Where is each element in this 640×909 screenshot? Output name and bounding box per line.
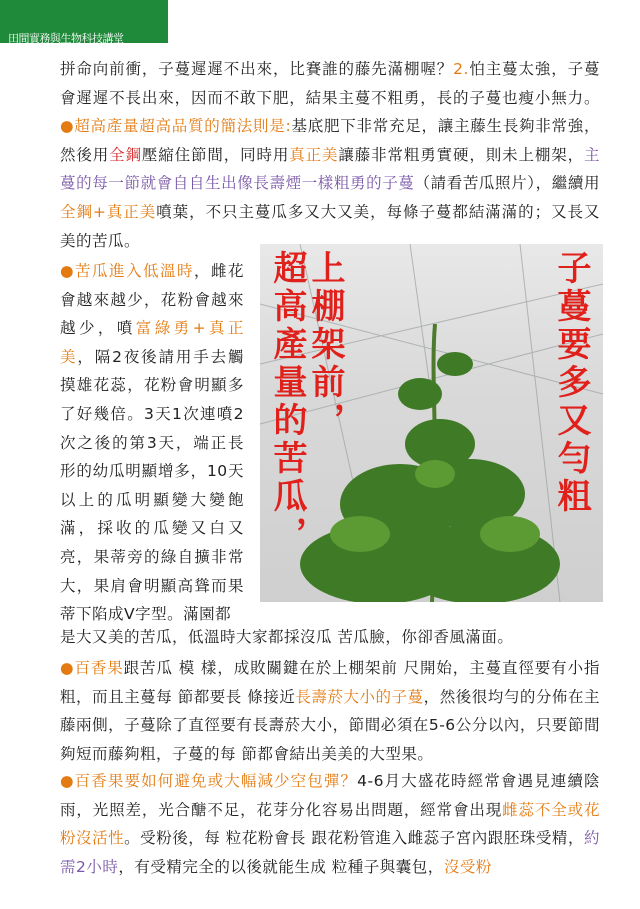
highlight-text: 百香果要如何避免或大幅減少空包彈？ (74, 772, 358, 790)
bullet-icon: ● (60, 659, 75, 677)
photo-caption-2: 上棚架前， (305, 250, 345, 440)
paragraph-2-continued (60, 623, 600, 652)
photo-caption-3: 超高產量的苦瓜， (267, 250, 307, 554)
highlight-text: 富綠勇+真正美 (60, 319, 244, 366)
highlight-text: 超高產量超高品質的簡法則是: (74, 117, 292, 136)
highlight-text: 百香果 (74, 659, 124, 677)
text-run: 。受粉後，每 粒花粉會長 跟花粉管進入雌蕊子宮內跟胚珠受精， (124, 829, 584, 848)
text-run: ，然後很均勻的分佈在主藤兩側，子蔓除了直徑要有長壽菸大小，節間必須在5-6公分以內，只要節間夠短而藤夠粗，子蔓的每 節都會結出美美的大型果。 (60, 687, 600, 763)
bitter-melon-photo (260, 244, 603, 602)
paragraph-3 (60, 654, 600, 768)
highlight-text: 約需2小時 (60, 829, 600, 876)
paragraph-4 (60, 767, 600, 881)
text-run: ，有受精完全的以後就能生成 粒種子與囊包， (118, 857, 444, 876)
text-run: 讓藤非常粗勇實硬，則未上棚架， (338, 145, 584, 164)
bullet-icon: ● (60, 117, 75, 136)
text-run: 是大又美的苦瓜，低溫時大家都採沒瓜 苦瓜臉，你卻香風滿面。 (60, 628, 514, 646)
text-run: 拼命向前衝，子蔓遲遲不出來，比賽誰的藤先滿棚喔？ (60, 60, 454, 78)
text-run: 4-6月大盛花時經常會遇見連續陰雨，光照差，光合醣不足，花芽分化容易出問題，經常會出現 (60, 772, 600, 819)
highlight-text: 真正美 (289, 145, 339, 164)
header-bar (0, 0, 168, 43)
text-run: ，雌花會越來越少，花粉會越來越少，噴 (60, 262, 244, 338)
text-run: 壓縮住節間，同時用 (141, 145, 290, 164)
text-run: 基底肥下非常充足，讓主藤生長夠非常強，然後用 (60, 117, 600, 164)
text-run: （請看苦瓜照片），繼續用 (414, 174, 600, 193)
bullet-icon: ● (60, 772, 75, 790)
highlight-text: 長壽菸大小的子蔓 (295, 687, 424, 706)
header-title: 田間實務與生物科技講堂 (8, 32, 124, 45)
text-run: ，隔2夜後請用手去觸摸雄花蕊，花粉會明顯多了好幾倍。3天1次連噴2次之後的第3天，端正長形的幼瓜明顯增多，10天以上的瓜明顯變大變飽滿，採收的瓜變又白又亮，果蒂旁的綠自擴非常大，果肩會明顯高聳而果蒂下陷成V字型。滿園都 (60, 347, 244, 624)
highlight-text: 沒受粉 (443, 857, 492, 876)
text-run: 2. (453, 60, 469, 78)
text-run: 跟苦瓜 模 樣，成敗關鍵在於上棚架前 尺開始，主蔓直徑要有小指粗，而且主蔓每 節都要長 條接近 (60, 659, 600, 706)
paragraph-1 (60, 55, 600, 255)
highlight-text: 全鋼 (109, 145, 142, 164)
photo-caption-1: 子蔓要多又勻粗 (551, 250, 591, 516)
paragraph-2 (60, 257, 244, 629)
bullet-icon: ● (60, 262, 76, 280)
highlight-text: 主蔓的每一節就會自自生出像長壽煙一樣粗勇的子蔓 (60, 145, 600, 193)
highlight-text: 苦瓜進入低溫時 (75, 262, 194, 280)
highlight-text: 全鋼+真正美 (60, 202, 157, 221)
text-run: 噴葉，不只主蔓瓜多又大又美，每條子蔓都結滿滿的；又長又美的苦瓜。 (60, 202, 600, 250)
text-run: 怕主蔓太強，子蔓會遲遲不長出來，因而不敢下肥，結果主蔓不粗勇，長的子蔓也瘦小無力。 (60, 60, 600, 107)
highlight-text: 雌蕊不全或花粉沒活性 (60, 800, 600, 848)
